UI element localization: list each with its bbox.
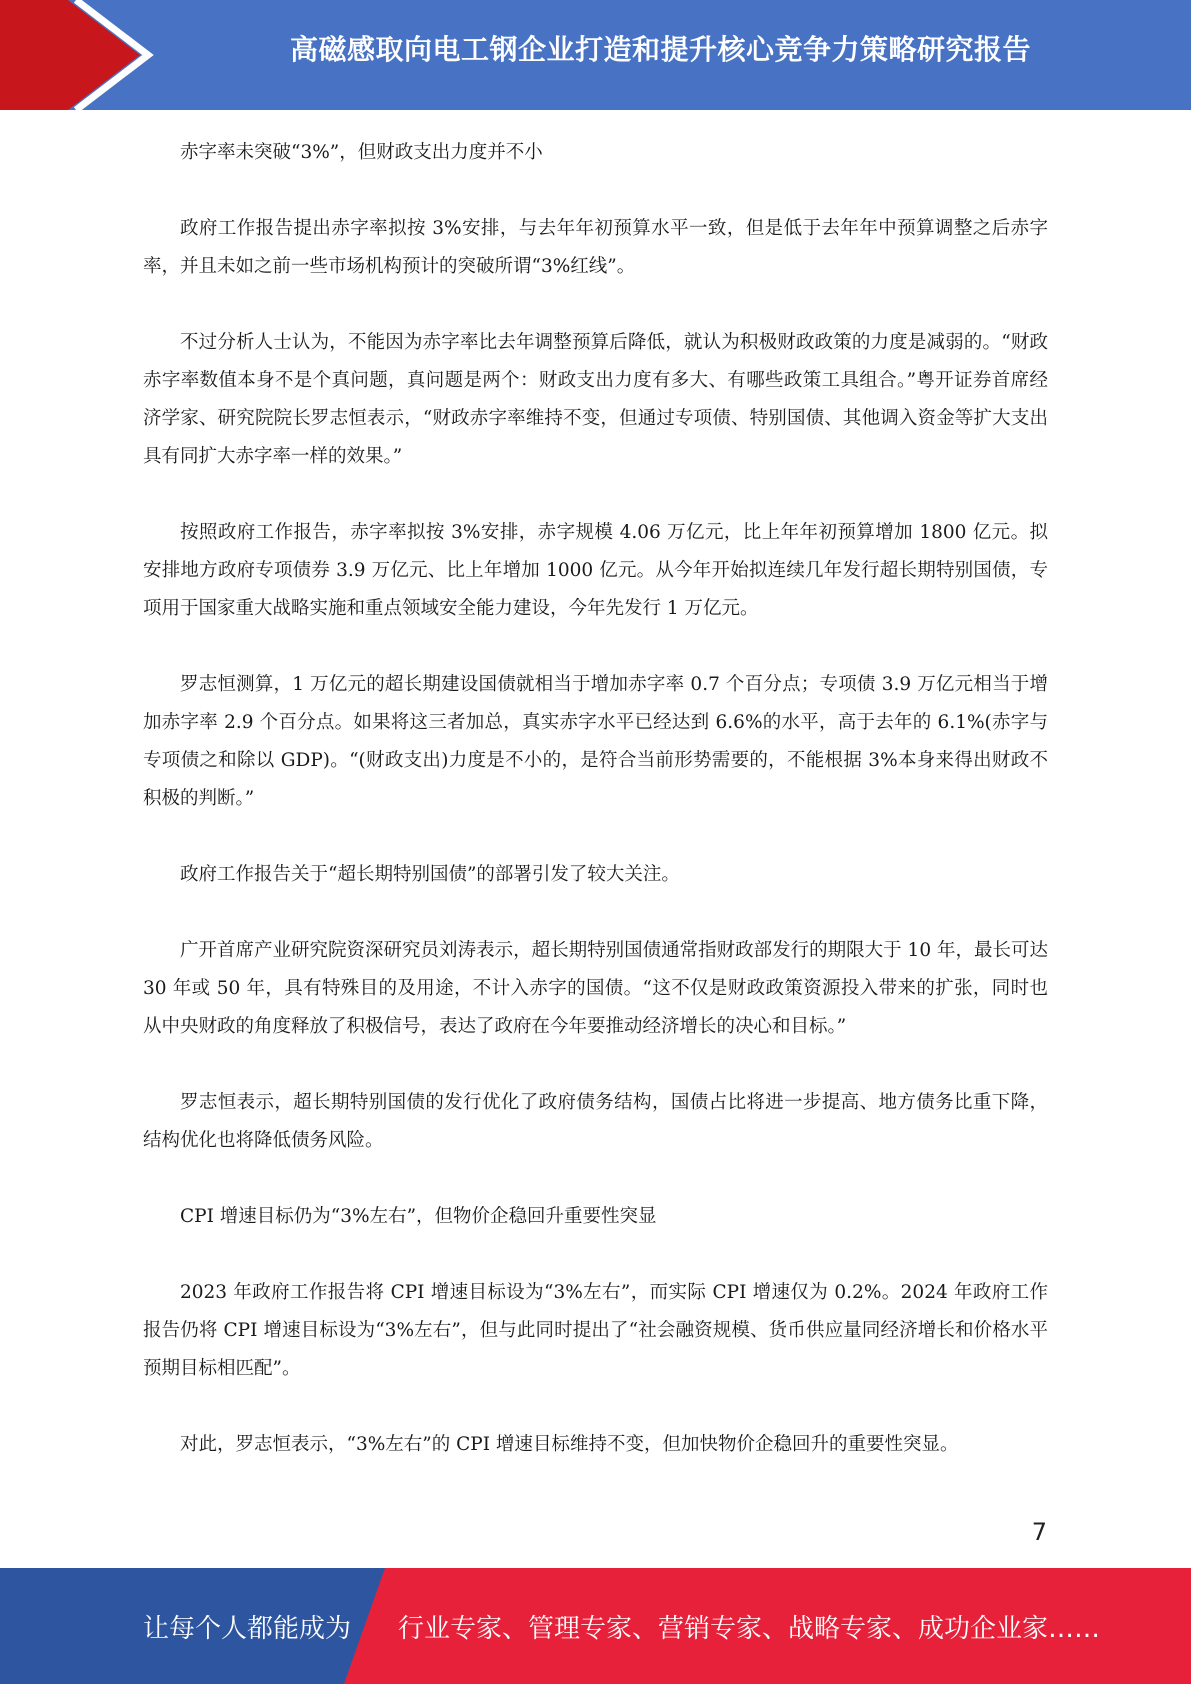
footer-slogan-left: 让每个人都能成为 <box>143 1614 352 1644</box>
article-body <box>143 134 1048 1502</box>
page-header <box>0 0 1191 110</box>
section-heading-deficit: 赤字率未突破“3%”，但财政支出力度并不小 <box>180 142 543 163</box>
header-chevron-decoration <box>0 0 160 110</box>
paragraph: 政府工作报告关于“超长期特别国债”的部署引发了较大关注。 <box>180 864 680 885</box>
paragraph: 不过分析人士认为，不能因为赤字率比去年调整预算后降低，就认为积极财政政策的力度是减弱的。“财政赤字率数值本身不是个真问题，真问题是两个：财政支出力度有多大、有哪些政策工具组合。”粤开证券首席经济学家、研究院院长罗志恒表示，“财政赤字率维持不变，但通过专项债、特别国债、其他调入资金等扩大支出具有同扩大赤字率一样的效果。” <box>143 332 1048 467</box>
paragraph: 按照政府工作报告，赤字率拟按 3%安排，赤字规模 4.06 万亿元，比上年年初预算增加 1800 亿元。拟安排地方政府专项债券 3.9 万亿元、比上年增加 1000 亿元。从今年开始拟连续几年发行超长期特别国债，专项用于国家重大战略实施和重点领域安全能力建设，今年先发行 1 万亿元。 <box>143 522 1048 619</box>
section-heading-cpi: CPI 增速目标仍为“3%左右”，但物价企稳回升重要性突显 <box>180 1206 657 1227</box>
paragraph: 罗志恒表示，超长期特别国债的发行优化了政府债务结构，国债占比将进一步提高、地方债务比重下降，结构优化也将降低债务风险。 <box>143 1092 1048 1151</box>
page-footer <box>0 1568 1191 1684</box>
paragraph: 对此，罗志恒表示，“3%左右”的 CPI 增速目标维持不变，但加快物价企稳回升的重要性突显。 <box>180 1434 959 1455</box>
footer-slogan-right: 行业专家、管理专家、营销专家、战略专家、成功企业家…… <box>398 1614 1101 1644</box>
paragraph: 广开首席产业研究院资深研究员刘涛表示，超长期特别国债通常指财政部发行的期限大于 10 年，最长可达 30 年或 50 年，具有特殊目的及用途，不计入赤字的国债。“这不仅是财政政策资源投入带来的扩张，同时也从中央财政的角度释放了积极信号，表达了政府在今年要推动经济增长的决心和目标。” <box>143 940 1048 1037</box>
paragraph: 2023 年政府工作报告将 CPI 增速目标设为“3%左右”，而实际 CPI 增速仅为 0.2%。2024 年政府工作报告仍将 CPI 增速目标设为“3%左右”，但与此同时提出了“社会融资规模、货币供应量同经济增长和价格水平预期目标相匹配”。 <box>143 1282 1048 1379</box>
page-number: 7 <box>1031 1518 1047 1546</box>
paragraph: 罗志恒测算，1 万亿元的超长期建设国债就相当于增加赤字率 0.7 个百分点；专项债 3.9 万亿元相当于增加赤字率 2.9 个百分点。如果将这三者加总，真实赤字水平已经达到 6.6%的水平，高于去年的 6.1%(赤字与专项债之和除以 GDP)。“(财政支出)力度是不小的，是符合当前形势需要的，不能根据 3%本身来得出财政不积极的判断。” <box>143 674 1048 809</box>
paragraph: 政府工作报告提出赤字率拟按 3%安排，与去年年初预算水平一致，但是低于去年年中预算调整之后赤字率，并且未如之前一些市场机构预计的突破所谓“3%红线”。 <box>143 218 1048 277</box>
report-title: 高磁感取向电工钢企业打造和提升核心竞争力策略研究报告 <box>289 33 1031 66</box>
